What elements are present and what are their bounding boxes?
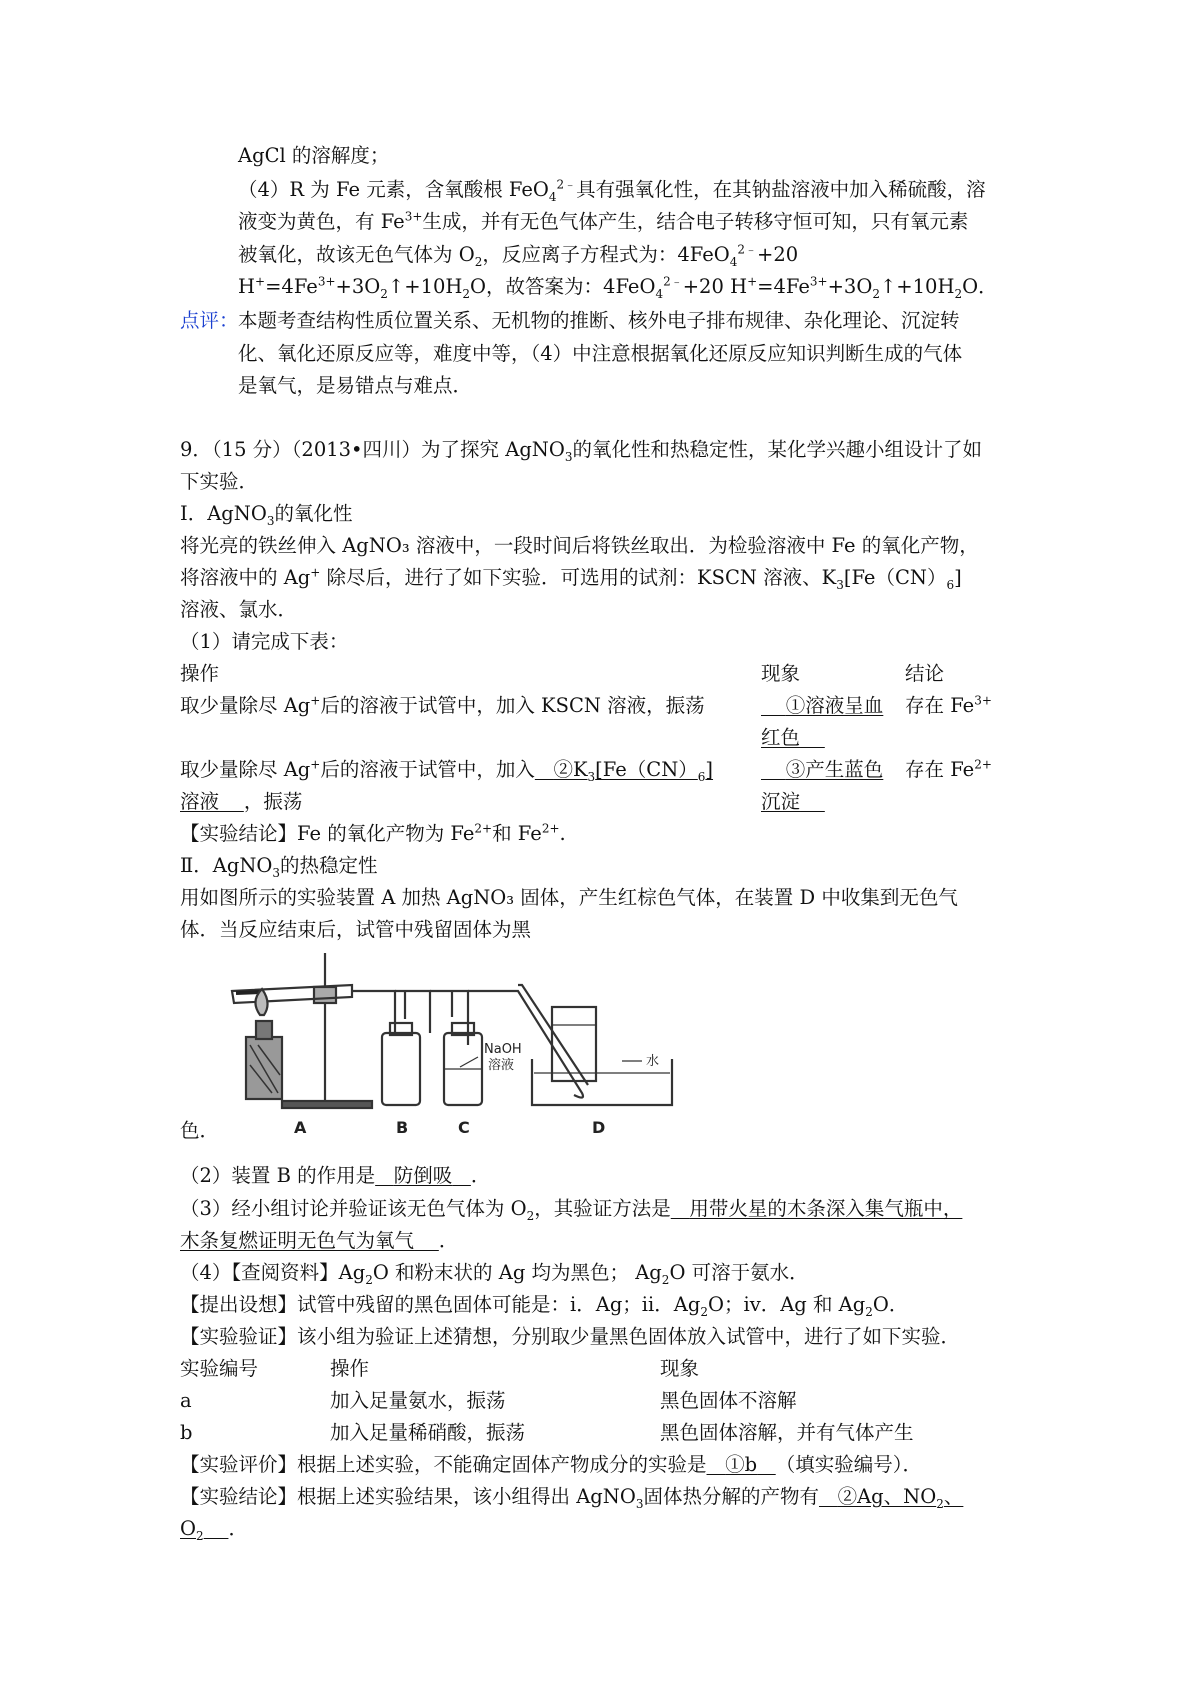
table1-row1-conclusion — [905, 692, 992, 720]
table2-row-b-number: b — [180, 1421, 193, 1444]
apparatus-diagram — [222, 945, 706, 1143]
section2-line-3: 色． — [180, 1119, 220, 1142]
text: O，故答案为：4FeO — [470, 275, 656, 298]
label-d: D — [592, 1118, 606, 1137]
solution-label: 溶液 — [488, 1058, 515, 1073]
section-heading-1 — [180, 500, 352, 528]
subscript: 3 — [635, 1496, 644, 1511]
text: 【提出设想】试管中残留的黑色固体可能是：ⅰ．Ag；ⅱ．Ag — [180, 1293, 701, 1316]
table1-row1-operation — [180, 692, 705, 720]
superscript: 3+ — [317, 274, 336, 289]
text: 后的溶液于试管中，加入 — [320, 758, 535, 781]
text: =4Fe — [265, 275, 318, 298]
text: 被氧化，故该无色气体为 O — [238, 243, 475, 266]
answer-blank — [707, 1453, 776, 1476]
text: 木条复燃证明无色气为氧气 — [180, 1229, 415, 1252]
text: （2）装置 B 的作用是 — [180, 1164, 376, 1187]
superscript: + — [310, 565, 321, 580]
superscript: + — [747, 274, 758, 289]
superscript: 2﹣ — [737, 242, 758, 257]
answer-blank — [375, 1164, 471, 1187]
text: 【实验结论】Fe 的氧化产物为 Fe — [180, 822, 475, 845]
label-b: B — [396, 1118, 409, 1137]
superscript: 2﹣ — [556, 177, 577, 192]
text: 沉淀 — [761, 790, 801, 813]
table2-row-a-number: a — [180, 1389, 192, 1412]
comment-label: 点评： — [180, 309, 239, 332]
evaluation-line — [180, 1451, 922, 1479]
text: ①溶液呈血 — [785, 694, 884, 717]
answer-line-3 — [238, 208, 968, 236]
text: 将溶液中的 Ag — [180, 566, 311, 589]
verification-line: 【实验验证】该小组为验证上述猜想，分别取少量黑色固体放入试管中，进行了如下实验． — [180, 1325, 961, 1348]
subscript: 2 — [936, 1496, 944, 1511]
table1-header-conclusion: 结论 — [905, 662, 945, 685]
subscript: 2 — [474, 254, 483, 269]
text: =4Fe — [757, 275, 810, 298]
text: ①b — [725, 1453, 758, 1476]
superscript: 3+ — [404, 209, 423, 224]
final-conclusion-line-2 — [180, 1515, 248, 1543]
text: +20 H — [682, 275, 748, 298]
table1-header-operation: 操作 — [180, 662, 220, 685]
table1-row2-operation-line-2 — [180, 788, 302, 816]
table1-row2-conclusion — [905, 756, 992, 784]
superscript: 2+ — [541, 821, 560, 836]
subscript: 6 — [946, 577, 955, 592]
table1-row1-answer-line-1 — [761, 692, 883, 720]
answer-line-1 — [238, 142, 389, 170]
sub-question-3-line-2 — [180, 1227, 458, 1255]
text: ↑+10H — [387, 275, 463, 298]
subscript: 3 — [564, 449, 573, 464]
answer-line-4 — [238, 241, 798, 269]
text: H — [238, 275, 256, 298]
text: 的氧化性和热稳定性，某化学兴趣小组设计了如 — [572, 438, 983, 461]
text: [Fe（CN） — [843, 566, 947, 589]
subscript: 2 — [462, 286, 471, 301]
table1-row2-answer-line-1 — [761, 756, 883, 784]
text: 存在 Fe — [905, 758, 975, 781]
answer-continued: 溶液 — [180, 790, 220, 813]
label-c: C — [458, 1118, 470, 1137]
answer-blank — [180, 1229, 439, 1252]
text: ． — [438, 1229, 459, 1252]
text: 防倒吸 — [393, 1164, 453, 1187]
sub-question-2 — [180, 1162, 490, 1190]
subscript: 3 — [272, 865, 281, 880]
subscript: 2 — [661, 1272, 670, 1287]
sub-question-3-line-1 — [180, 1195, 962, 1223]
text: O — [180, 1517, 196, 1540]
table2-row-a-phenomenon: 黑色固体不溶解 — [660, 1389, 797, 1412]
text: 固体热分解的产物有 — [643, 1485, 819, 1508]
text: 后的溶液于试管中，加入 KSCN 溶液，振荡 — [320, 694, 705, 717]
subscript: 2 — [700, 1304, 708, 1319]
sub-question-4 — [180, 1259, 809, 1287]
superscript: 2﹣ — [663, 274, 683, 289]
subscript: 3 — [836, 577, 844, 592]
subscript: 4 — [729, 254, 738, 269]
text: O 可溶于氨水． — [669, 1261, 809, 1284]
section2-line-1: 用如图所示的实验装置 A 加热 AgNO₃ 固体，产生红棕色气体，在装置 D 中收集到无色气 — [180, 886, 958, 909]
question-header-line-1 — [180, 436, 982, 464]
subscript: 4 — [655, 286, 664, 301]
text: ②K — [553, 758, 588, 781]
subscript: 2 — [954, 286, 963, 301]
hypothesis-line — [180, 1291, 908, 1319]
text: 【实验评价】根据上述实验，不能确定固体产物成分的实验是 — [180, 1453, 707, 1476]
text: 取少量除尽 Ag — [180, 758, 311, 781]
text: ． — [470, 1164, 491, 1187]
text: 和 Fe — [492, 822, 542, 845]
text: O；ⅳ．Ag 和 Ag — [707, 1293, 866, 1316]
text: 用带火星的木条深入集气瓶中， — [689, 1197, 963, 1220]
text: . — [559, 822, 566, 845]
section2-line-2: 体．当反应结束后，试管中残留固体为黑 — [180, 918, 532, 941]
final-conclusion-line-1 — [180, 1483, 963, 1511]
text: ↑+10H — [879, 275, 955, 298]
text: 存在 Fe — [905, 694, 975, 717]
table1-row2-answer-line-2 — [761, 788, 825, 816]
subscript: 3 — [266, 513, 275, 528]
comment-line-3: 是氧气，是易错点与难点． — [238, 374, 473, 397]
text: （填实验编号）． — [775, 1453, 922, 1476]
subscript: 2 — [526, 1208, 535, 1223]
intro-line-2 — [180, 564, 962, 592]
text: 除尽后，进行了如下实验．可选用的试剂：KSCN 溶液、K — [320, 566, 837, 589]
text: ． — [228, 1517, 248, 1540]
answer-blank — [180, 1517, 228, 1543]
answer-line-5 — [238, 273, 998, 301]
question-header-line-2: 下实验． — [180, 470, 259, 493]
comment-line-2: 化、氧化还原反应等，难度中等，（4）中注意根据氧化还原反应知识判断生成的气体 — [238, 342, 963, 365]
subscript: 4 — [548, 189, 557, 204]
subscript: 6 — [697, 769, 706, 784]
text: ] — [954, 566, 962, 589]
text: 的氧化性 — [274, 502, 353, 525]
text: ，其验证方法是 — [534, 1197, 671, 1220]
subscript: 2 — [872, 286, 880, 301]
sub-question-1: （1）请完成下表： — [180, 630, 349, 653]
text: +3O — [335, 275, 381, 298]
text: 红色 — [761, 726, 801, 749]
superscript: 2+ — [974, 757, 992, 772]
text: （3）经小组讨论并验证该无色气体为 O — [180, 1197, 527, 1220]
water-label: 水 — [646, 1054, 660, 1069]
text: [Fe（CN） — [595, 758, 698, 781]
superscript: 3+ — [974, 693, 992, 708]
table1-row2-operation-line-1 — [180, 756, 713, 784]
text: （4）【查阅资料】Ag — [180, 1261, 366, 1284]
text: Ⅱ．AgNO — [180, 854, 273, 877]
blank — [219, 790, 244, 813]
text: ] — [705, 758, 714, 781]
table2-row-a-operation: 加入足量氨水，振荡 — [330, 1389, 506, 1412]
superscript: 3+ — [809, 274, 828, 289]
table2-row-b-phenomenon: 黑色固体溶解，并有气体产生 — [660, 1421, 914, 1444]
text: O 和粉末状的 Ag 均为黑色； Ag — [372, 1261, 662, 1284]
subscript: 2 — [380, 286, 388, 301]
section-heading-2 — [180, 852, 378, 880]
superscript: + — [255, 274, 266, 289]
conclusion-1 — [180, 820, 566, 848]
table2-header-number: 实验编号 — [180, 1357, 259, 1380]
table1-row2-answer — [535, 758, 714, 784]
text: 具有强氧化性，在其钠盐溶液中加入稀硫酸，溶 — [576, 178, 986, 201]
text: 【实验结论】根据上述实验结果，该小组得出 AgNO — [180, 1485, 636, 1508]
text: （4）R 为 Fe 元素，含氧酸根 FeO — [238, 178, 549, 201]
table1-header-phenomenon: 现象 — [761, 662, 801, 685]
text: 9．（15 分）（2013•四川）为了探究 AgNO — [180, 438, 565, 461]
answer-blank — [671, 1197, 963, 1220]
table2-row-b-operation: 加入足量稀硝酸，振荡 — [330, 1421, 526, 1444]
text: ③产生蓝色 — [785, 758, 884, 781]
text: 生成，并有无色气体产生，结合电子转移守恒可知，只有氧元素 — [422, 210, 969, 233]
naoh-label: NaOH — [484, 1042, 522, 1057]
text: O． — [872, 1293, 909, 1316]
table2-header-operation: 操作 — [330, 1357, 370, 1380]
text: ，反应离子方程式为：4FeO — [482, 243, 730, 266]
subscript: 2 — [365, 1272, 373, 1287]
label-a: A — [294, 1118, 307, 1137]
intro-line-1: 将光亮的铁丝伸入 AgNO₃ 溶液中，一段时间后将铁丝取出．为检验溶液中 Fe 的氧化产物， — [180, 534, 979, 557]
superscript: + — [310, 757, 321, 772]
text: ②Ag、NO — [837, 1485, 937, 1508]
text: +3O — [827, 275, 873, 298]
text: Ⅰ．AgNO — [180, 502, 267, 525]
text: 、 — [943, 1485, 964, 1508]
intro-line-3: 溶液、氯水． — [180, 598, 298, 621]
table2-header-phenomenon: 现象 — [660, 1357, 700, 1380]
superscript: 2+ — [474, 821, 493, 836]
comment-line-1: 本题考查结构性质位置关系、无机物的推断、核外电子排布规律、杂化理论、沉淀转 — [238, 309, 960, 332]
answer-blank — [819, 1485, 964, 1511]
text: ，振荡 — [243, 790, 303, 813]
text: AgCl 的溶解度； — [238, 144, 390, 167]
answer-line-2 — [238, 176, 986, 204]
subscript: 2 — [196, 1528, 204, 1543]
text: 液变为黄色，有 Fe — [238, 210, 405, 233]
subscript: 2 — [865, 1304, 873, 1319]
text: 的热稳定性 — [280, 854, 378, 877]
text: O． — [962, 275, 998, 298]
superscript: + — [310, 693, 321, 708]
subscript: 3 — [587, 769, 596, 784]
text: 取少量除尽 Ag — [180, 694, 311, 717]
text: +20 — [757, 243, 799, 266]
table1-row1-answer-line-2 — [761, 724, 825, 752]
